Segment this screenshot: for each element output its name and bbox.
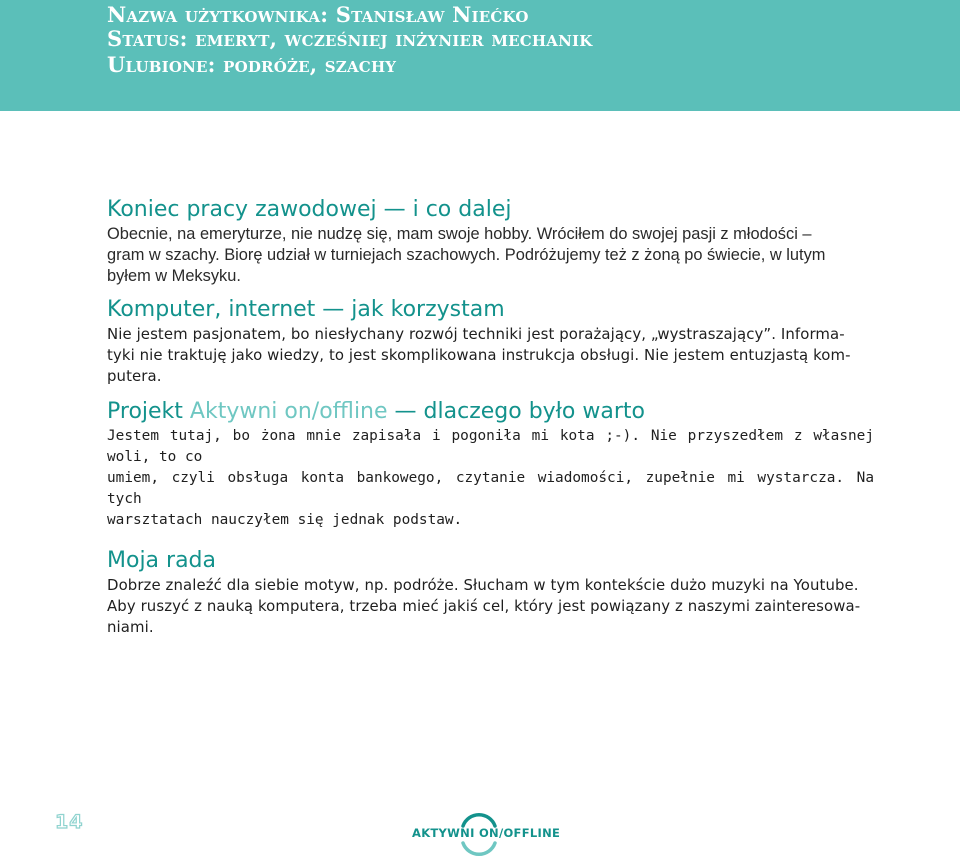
heading-prefix: Projekt <box>107 399 190 424</box>
section-text <box>107 224 874 287</box>
section-retirement <box>107 196 874 287</box>
text-line: gram w szachy. Biorę udział w turniejach szachowych. Podróżujemy też z żoną po świecie, w lutym <box>107 246 826 264</box>
profile-favorites: Ulubione: podróże, szachy <box>107 52 397 77</box>
text-line: tyki nie traktuję jako wiedzy, to jest skomplikowana instrukcja obsługi. Nie jestem entuzjastą kom- <box>107 346 851 364</box>
text-line: Dobrze znaleźć dla siebie motyw, np. podróże. Słucham w tym kontekście dużo muzyki na Youtube. <box>107 576 859 594</box>
section-heading: Koniec pracy zawodowej — i co dalej <box>107 197 512 222</box>
header-band <box>0 0 960 111</box>
section-project <box>107 398 874 531</box>
section-text <box>107 426 874 531</box>
article-content <box>107 196 874 638</box>
text-line: Aby ruszyć z nauką komputera, trzeba mieć jakiś cel, który jest powiązany z naszymi zainteresowa- <box>107 597 861 615</box>
text-line: byłem w Meksyku. <box>107 267 241 285</box>
section-heading: Komputer, internet — jak korzystam <box>107 297 505 322</box>
text-line: putera. <box>107 367 162 385</box>
text-line: umiem, czyli obsługa konta bankowego, czytanie wiadomości, zupełnie mi wystarcza. Na tych <box>107 470 874 507</box>
section-advice <box>107 547 874 638</box>
profile-status: Status: emeryt, wcześniej inżynier mechanik <box>107 26 593 51</box>
section-text <box>107 575 874 638</box>
section-heading: Moja rada <box>107 548 217 573</box>
text-line: Obecnie, na emeryturze, nie nudzę się, mam swoje hobby. Wróciłem do swojej pasji z młodości – <box>107 225 812 243</box>
section-text <box>107 324 874 387</box>
profile-name: Nazwa użytkownika: Stanisław Niećko <box>107 2 529 27</box>
footer-logo <box>410 812 561 862</box>
section-heading <box>107 398 874 426</box>
project-name-highlight: Aktywni on/offline <box>189 399 388 424</box>
text-line: Nie jestem pasjonatem, bo niesłychany rozwój techniki jest porażający, „wystraszający”. Informa- <box>107 325 845 343</box>
text-line: Jestem tutaj, bo żona mnie zapisała i pogoniła mi kota ;-). Nie przyszedłem z własnej woli, to co <box>107 428 874 465</box>
text-line: niami. <box>107 618 154 636</box>
heading-suffix: — dlaczego było warto <box>387 399 645 424</box>
section-computer <box>107 296 874 387</box>
page-number: 14 <box>55 811 84 833</box>
logo-text: AKTYWNI ON/OFFLINE <box>412 826 561 840</box>
text-line: warsztatach nauczyłem się jednak podstaw. <box>107 512 463 528</box>
